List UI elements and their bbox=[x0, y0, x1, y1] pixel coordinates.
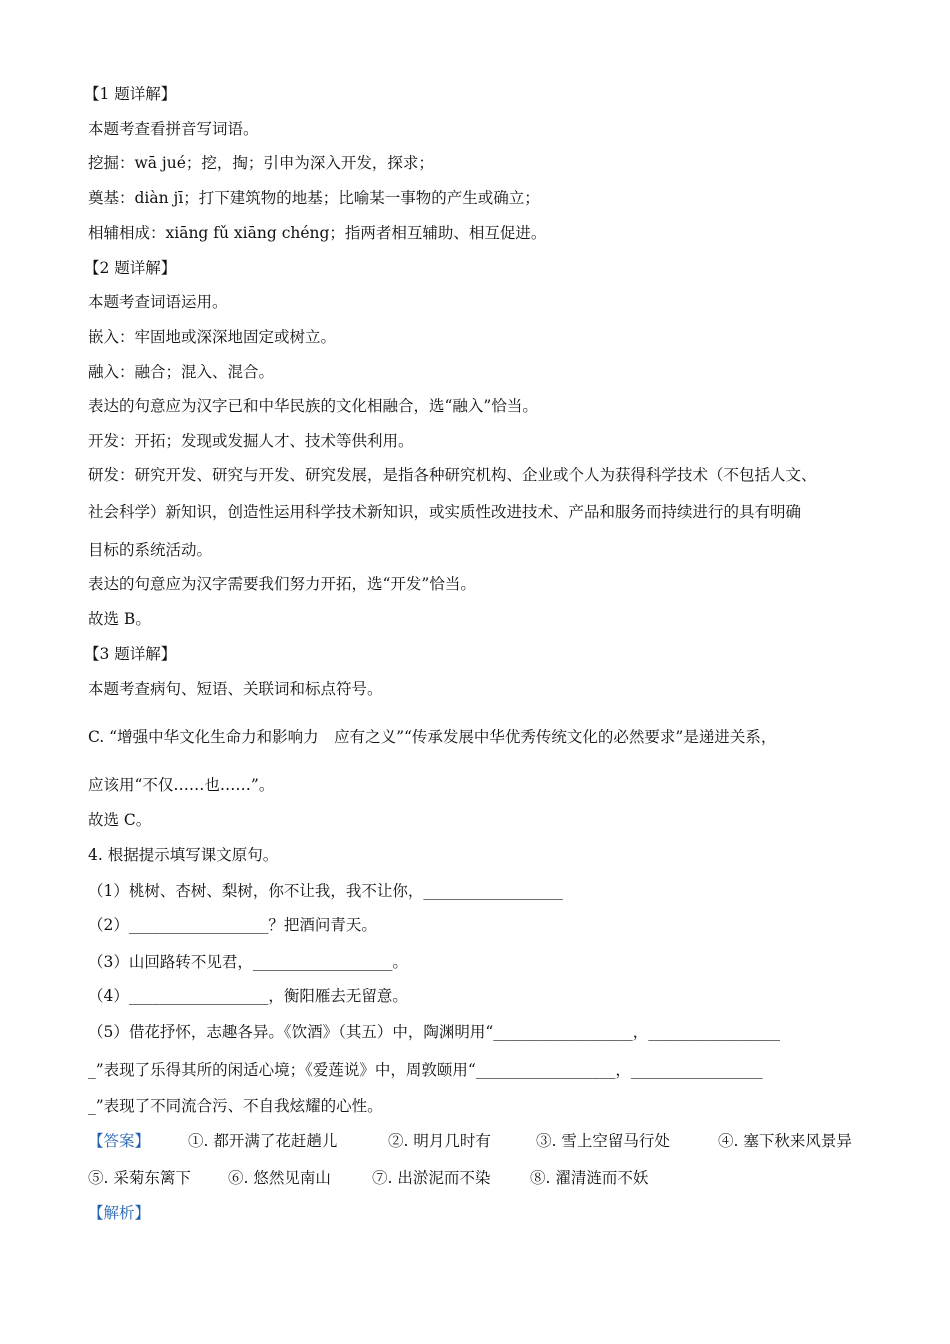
q2-line: 开发：开拓；发现或发掘人才、技术等供利用。 bbox=[88, 432, 414, 450]
q1-item: 挖掘：wā jué；挖，掏；引申为深入开发，探求； bbox=[88, 154, 434, 172]
q3-line: 应该用“不仅……也……”。 bbox=[88, 776, 275, 794]
q4-blank-line: _”表现了不同流合污、不自我炫耀的心性。 bbox=[88, 1097, 383, 1115]
q4-blank-line: _”表现了乐得其所的闲适心境；《爱莲说》中，周敦颐用“__________________，_________________ bbox=[88, 1061, 763, 1079]
q2-heading: 【2 题详解】 bbox=[84, 259, 177, 277]
q2-line: 嵌入：牢固地或深深地固定或树立。 bbox=[88, 328, 337, 346]
q3-intro: 本题考查病句、短语、关联词和标点符号。 bbox=[88, 680, 383, 698]
q2-line: 目标的系统活动。 bbox=[88, 541, 213, 559]
analysis-label: 【解析】 bbox=[88, 1204, 151, 1222]
q3-heading: 【3 题详解】 bbox=[84, 645, 177, 663]
answer-item: ⑧. 濯清涟而不妖 bbox=[530, 1169, 649, 1187]
answer-item: ⑥. 悠然见南山 bbox=[228, 1169, 331, 1187]
q1-intro: 本题考查看拼音写词语。 bbox=[88, 120, 259, 138]
q2-line: 社会科学）新知识，创造性运用科学技术新知识，或实质性改进技术、产品和服务而持续进行的具有明确 bbox=[88, 503, 802, 521]
answer-item: ①. 都开满了花赶趟儿 bbox=[188, 1132, 338, 1150]
q4-blank-line: （2）__________________？把酒问青天。 bbox=[88, 916, 377, 934]
q4-blank-line: （3）山回路转不见君，__________________。 bbox=[88, 953, 408, 971]
q2-line: 融入：融合；混入、混合。 bbox=[88, 363, 275, 381]
answer-label: 【答案】 bbox=[88, 1132, 151, 1150]
q3-conclusion: 故选 C。 bbox=[88, 811, 152, 829]
answer-item: ⑦. 出淤泥而不染 bbox=[372, 1169, 491, 1187]
q2-intro: 本题考查词语运用。 bbox=[88, 293, 228, 311]
q2-line: 研发：研究开发、研究与开发、研究发展，是指各种研究机构、企业或个人为获得科学技术（不包括人文、 bbox=[88, 466, 817, 484]
answer-item: ④. 塞下秋来风景异 bbox=[718, 1132, 852, 1150]
answer-item: ⑤. 采菊东篱下 bbox=[88, 1169, 191, 1187]
q2-line: 表达的句意应为汉字已和中华民族的文化相融合，选“融入”恰当。 bbox=[88, 397, 538, 415]
q3-line: C. “增强中华文化生命力和影响力 应有之义”“传承发展中华优秀传统文化的必然要求”是递进关系， bbox=[88, 728, 777, 746]
answer-item: ③. 雪上空留马行处 bbox=[536, 1132, 670, 1150]
q1-item: 奠基：diàn jī；打下建筑物的地基；比喻某一事物的产生或确立； bbox=[88, 189, 540, 207]
q1-item: 相辅相成：xiāng fǔ xiāng chéng；指两者相互辅助、相互促进。 bbox=[88, 224, 547, 242]
q4-title: 4. 根据提示填写课文原句。 bbox=[88, 846, 279, 864]
q4-blank-line: （1）桃树、杏树、梨树，你不让我，我不让你，__________________ bbox=[88, 882, 563, 900]
q2-line: 表达的句意应为汉字需要我们努力开拓，选“开发”恰当。 bbox=[88, 575, 476, 593]
q2-conclusion: 故选 B。 bbox=[88, 610, 151, 628]
q4-blank-line: （5）借花抒怀，志趣各异。《饮酒》（其五）中，陶渊明用“__________________，_________________ bbox=[88, 1023, 781, 1041]
q4-blank-line: （4）__________________，衡阳雁去无留意。 bbox=[88, 987, 408, 1005]
q1-heading: 【1 题详解】 bbox=[84, 85, 177, 103]
answer-item: ②. 明月几时有 bbox=[388, 1132, 491, 1150]
